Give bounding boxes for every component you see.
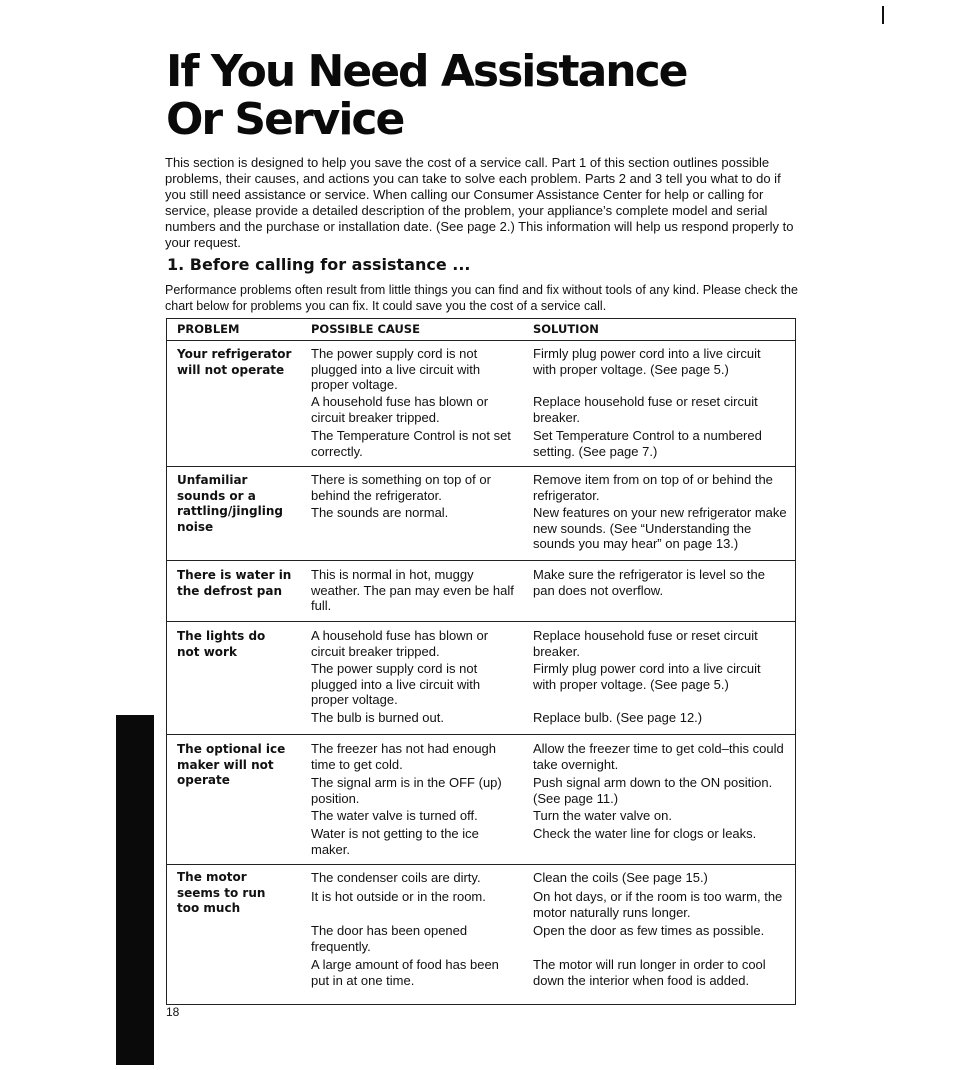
cause-text: The signal arm is in the OFF (up) position. xyxy=(311,775,502,806)
header-possible-cause: POSSIBLE CAUSE xyxy=(311,322,420,336)
intro-paragraph: This section is designed to help you save the cost of a service call. Part 1 of this section outlines possible problems, their causes, and actions you can take to solve each problem. Parts 2 and 3 tell you what to do if you still need assistance or service. When calling our Consumer Assistance Center for help or calling for service, please provide a detailed description of the problem, your appliance’s complete model and serial numbers and the purchase or installation date. (See page 2.) This information will help us respond properly to your request. xyxy=(165,155,794,250)
page-title-line-1: If You Need Assistance xyxy=(166,46,687,97)
solution-text: Push signal arm down to the ON position. (See page 11.) xyxy=(533,775,773,806)
problem-cell xyxy=(177,347,301,378)
problem-line: Unfamiliar xyxy=(177,473,248,487)
solution-text: Remove item from on top of or behind the refrigerator. xyxy=(533,472,773,503)
cause-text: It is hot outside or in the room. xyxy=(311,889,486,904)
solution-text: Allow the freezer time to get cold–this could take overnight. xyxy=(533,741,784,772)
solution-text: Set Temperature Control to a numbered setting. (See page 7.) xyxy=(533,428,762,459)
header-solution: SOLUTION xyxy=(533,322,599,336)
cause-text: The power supply cord is not plugged into a live circuit with proper voltage. xyxy=(311,346,481,392)
cause-text: A household fuse has blown or circuit breaker tripped. xyxy=(311,394,489,425)
header-problem: PROBLEM xyxy=(177,322,240,336)
row-divider xyxy=(167,560,795,561)
solution-text: Replace bulb. (See page 12.) xyxy=(533,710,703,725)
cause-text: A household fuse has blown or circuit breaker tripped. xyxy=(311,628,489,659)
edge-mark xyxy=(882,6,884,24)
problem-cell xyxy=(177,473,301,535)
problem-line: The optional ice xyxy=(177,742,286,756)
page-number: 18 xyxy=(166,1005,180,1019)
solution-text: Check the water line for clogs or leaks. xyxy=(533,826,757,841)
problem-line: The motor xyxy=(177,870,247,884)
problem-cell xyxy=(177,568,301,599)
solution-text: Replace household fuse or reset circuit breaker. xyxy=(533,394,758,425)
solution-text: Firmly plug power cord into a live circuit with proper voltage. (See page 5.) xyxy=(533,346,761,377)
solution-text: New features on your new refrigerator make new sounds. (See “Understanding the sounds you may hear” on page 13.) xyxy=(533,505,787,551)
black-edge-tab xyxy=(116,715,154,1065)
cause-text: The condenser coils are dirty. xyxy=(311,870,481,885)
problem-line: will not operate xyxy=(177,362,285,377)
solution-text: Firmly plug power cord into a live circuit with proper voltage. (See page 5.) xyxy=(533,661,761,692)
cause-text: The door has been opened frequently. xyxy=(311,923,468,954)
cause-text: The freezer has not had enough time to get cold. xyxy=(311,741,497,772)
solution-text: Replace household fuse or reset circuit breaker. xyxy=(533,628,758,659)
cause-text: This is normal in hot, muggy weather. The pan may even be half full. xyxy=(311,567,514,613)
cause-text: The power supply cord is not plugged into a live circuit with proper voltage. xyxy=(311,661,481,707)
cause-text: The bulb is burned out. xyxy=(311,710,444,725)
page-title-line-2: Or Service xyxy=(166,94,404,145)
solution-text: Make sure the refrigerator is level so the pan does not overflow. xyxy=(533,567,765,598)
problem-line: not work xyxy=(177,644,237,659)
solution-text: Clean the coils (See page 15.) xyxy=(533,870,708,885)
problem-line: rattling/jingling xyxy=(177,504,283,518)
row-divider xyxy=(167,734,795,735)
page-title xyxy=(166,48,687,144)
solution-text: Open the door as few times as possible. xyxy=(533,923,765,938)
cause-text: The sounds are normal. xyxy=(311,505,449,520)
problem-line: maker will not xyxy=(177,757,274,772)
troubleshooting-table xyxy=(166,318,796,1005)
problem-cell xyxy=(177,870,301,917)
cause-text: A large amount of food has been put in at one time. xyxy=(311,957,499,988)
problem-line: operate xyxy=(177,773,230,787)
problem-cell xyxy=(177,742,301,789)
section-intro: Performance problems often result from little things you can find and fix without tools of any kind. Please check the chart below for problems you can fix. It could save you the cost of a service call. xyxy=(165,283,798,313)
problem-line: The lights do xyxy=(177,629,266,643)
problem-line: sounds or a xyxy=(177,488,256,503)
solution-text: On hot days, or if the room is too warm, the motor naturally runs longer. xyxy=(533,889,783,920)
header-divider xyxy=(167,340,795,341)
cause-text: The water valve is turned off. xyxy=(311,808,478,823)
problem-cell xyxy=(177,629,301,660)
row-divider xyxy=(167,466,795,467)
row-divider xyxy=(167,864,795,865)
problem-line: the defrost pan xyxy=(177,583,282,598)
cause-text: The Temperature Control is not set correctly. xyxy=(311,428,511,459)
cause-text: Water is not getting to the ice maker. xyxy=(311,826,479,857)
problem-line: There is water in xyxy=(177,568,292,582)
cause-text: There is something on top of or behind the refrigerator. xyxy=(311,472,491,503)
section-heading: 1. Before calling for assistance ... xyxy=(167,255,471,274)
problem-line: Your refrigerator xyxy=(177,347,292,361)
solution-text: Turn the water valve on. xyxy=(533,808,672,823)
problem-line: noise xyxy=(177,519,214,534)
problem-line: too much xyxy=(177,901,241,915)
row-divider xyxy=(167,621,795,622)
solution-text: The motor will run longer in order to cool down the interior when food is added. xyxy=(533,957,766,988)
problem-line: seems to run xyxy=(177,885,266,900)
